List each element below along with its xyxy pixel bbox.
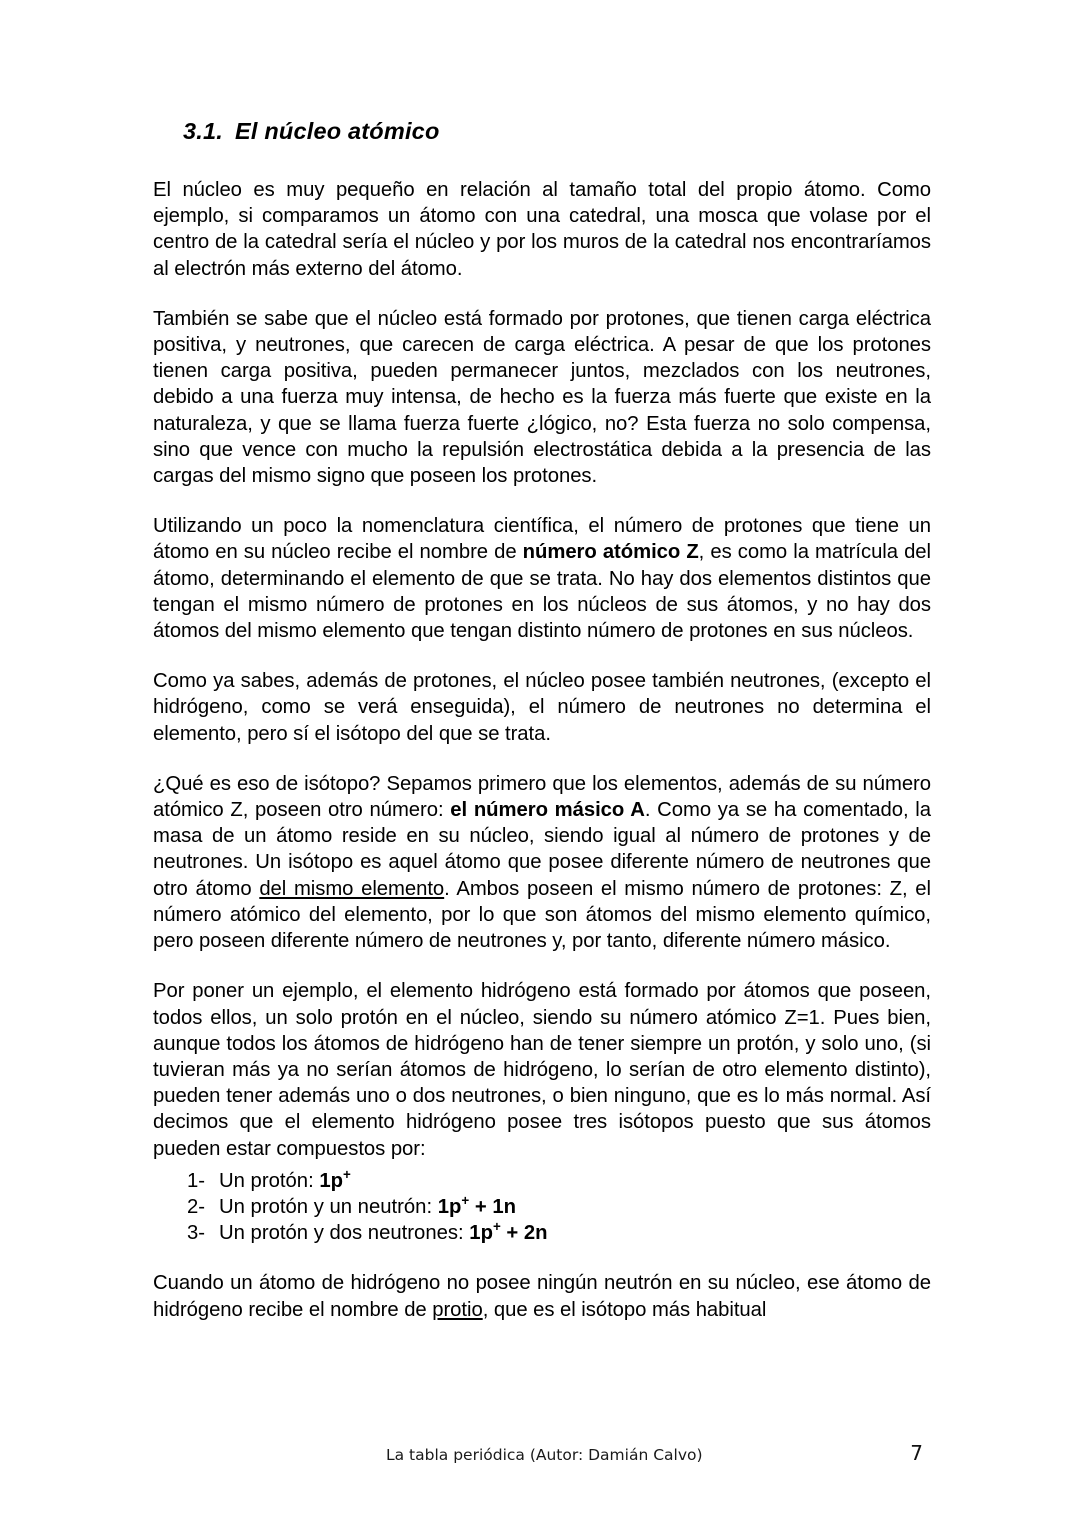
body-paragraph [153,771,931,954]
text-run: . Ambos poseen el mismo número de protones: Z, el número atómico del elemento, por lo que son átomos del mismo elemento químico, pero poseen diferente número de neutrones y, por tanto, diferente número másico. [153,877,931,953]
list-item [187,1194,931,1220]
body-paragraph [153,668,931,747]
body-paragraph [153,1270,931,1322]
emphasis-underline: protio [432,1298,483,1321]
page-content [153,118,931,1323]
page-footer [153,1441,931,1465]
list-item-marker: 2- [187,1195,206,1218]
isotope-formula: 1p+ [319,1166,351,1192]
list-item-label: Un protón: 1p+ [219,1166,351,1192]
charge-superscript: + [343,1166,351,1182]
isotope-formula: 1p+ + 1n [437,1193,517,1218]
text-run: El núcleo es muy pequeño en relación al tamaño total del propio átomo. Como ejemplo, si comparamos un átomo con una catedral, una mosca que volase por el centro de la catedral sería el núcleo y por los muros de la catedral nos encontraríamos al electrón más externo del átomo. [153,179,931,280]
list-item-label: Un protón y un neutrón: 1p+ + 1n [219,1193,517,1218]
emphasis-underline: del mismo elemento [259,877,445,900]
text-run: ¿Qué es eso de isótopo? Sepamos primero que los elementos, además de su número atómico Z, poseen otro número: [153,772,931,822]
section-number: 3.1. [183,118,223,144]
closing-paragraph-container [153,1270,931,1322]
section-title: El núcleo atómico [235,118,440,144]
isotope-formula: 1p+ + 2n [469,1219,548,1245]
emphasis-bold: el número másico A [450,799,645,822]
list-item [187,1168,931,1194]
charge-superscript: + [461,1193,470,1209]
charge-superscript: + [492,1219,501,1235]
body-paragraph [153,513,931,644]
text-run: También se sabe que el núcleo está formado por protones, que tienen carga eléctrica positiva, y neutrones, que carecen de carga eléctrica. A pesar de que los protones tienen carga positiva, pueden permanecer juntos, mezclados con los neutrones, debido a una fuerza muy intensa, de hecho es la fuerza más fuerte que existe en la naturaleza, y que se llama fuerza fuerte ¿lógico, no? Esta fuerza no solo compensa, sino que vence con mucho la repulsión electrostática debida a la presencia de las cargas del mismo signo que poseen los protones. [153,307,931,488]
text-run: Utilizando un poco la nomenclatura científica, el número de protones que tiene un átomo en su núcleo recibe el nombre de [153,515,931,564]
text-run: , que es el isótopo más habitual [482,1298,767,1321]
list-item-marker: 3- [187,1222,206,1245]
list-item [187,1220,931,1246]
emphasis-bold: número atómico Z [522,541,699,564]
list-item-marker: 1- [187,1169,206,1192]
body-paragraph [153,306,931,489]
isotope-list [153,1168,931,1247]
section-heading [153,118,931,145]
text-run: . Como ya se ha comentado, la masa de un átomo reside en su núcleo, siendo igual al número de protones y de neutrones. Un isótopo es aquel átomo que posee diferente número de neutrones que otro átomo [153,799,931,900]
text-run: Como ya sabes, además de protones, el núcleo posee también neutrones, (excepto el hidrógeno, como se verá enseguida), el número de neutrones no determina el elemento, pero sí el isótopo del que se trata. [153,670,931,745]
body-paragraph [153,978,931,1161]
text-run: Cuando un átomo de hidrógeno no posee ningún neutrón en su núcleo, ese átomo de hidrógeno recibe el nombre de [153,1272,931,1321]
body-paragraph [153,177,931,282]
footer-text: La tabla periódica (Autor: Damián Calvo) [386,1446,703,1464]
page-number: 7 [910,1441,923,1465]
text-run: Por poner un ejemplo, el elemento hidrógeno está formado por átomos que poseen, todos ellos, un solo protón en el núcleo, siendo su número atómico Z=1. Pues bien, aunque todos los átomos de hidrógeno han de tener siempre un protón, y solo uno, (si tuvieran más ya no serían átomos de hidrógeno, lo serían de otro elemento distinto), pueden tener además uno o dos neutrones, o bien ninguno, que es lo más normal. Así decimos que el elemento hidrógeno posee tres isótopos puesto que sus átomos pueden estar compuestos por: [153,980,931,1160]
list-item-label: Un protón y dos neutrones: 1p+ + 2n [219,1219,548,1245]
paragraph-container [153,177,931,1162]
text-run: , es como la matrícula del átomo, determinando el elemento de que se trata. No hay dos elementos distintos que tengan el mismo número de protones en los núcleos de sus átomos, y no hay dos átomos del mismo elemento que tengan distinto número de protones en sus núcleos. [153,541,931,643]
